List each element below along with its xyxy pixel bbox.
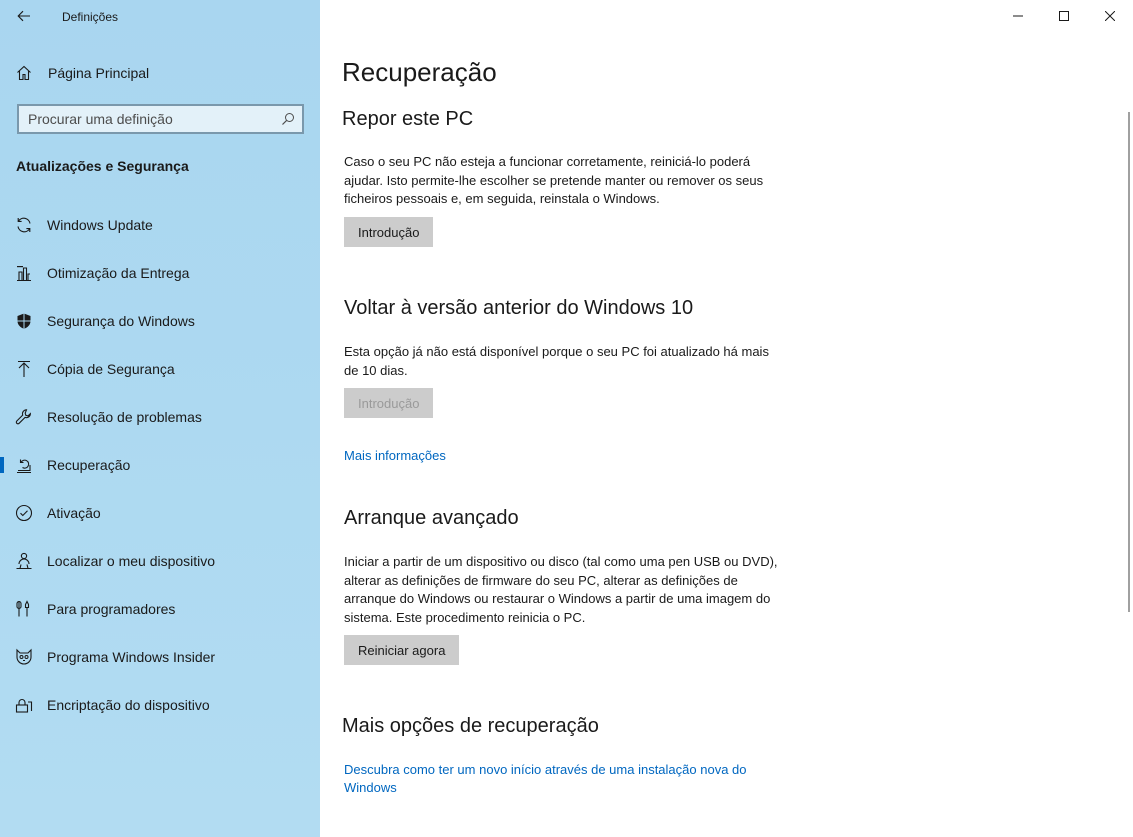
home-icon [15, 64, 33, 82]
insider-cat-icon [15, 648, 33, 666]
search-input[interactable] [19, 106, 269, 132]
sidebar-item-windows-update[interactable] [0, 205, 320, 245]
close-icon [1105, 11, 1115, 21]
sidebar-item-label: Resolução de problemas [47, 409, 202, 425]
go-back-button: Introdução [344, 388, 433, 418]
sidebar-item-windows-security[interactable] [0, 301, 320, 341]
back-button[interactable] [10, 4, 38, 28]
shield-icon [15, 312, 33, 330]
sidebar [0, 0, 320, 837]
reset-pc-button[interactable]: Introdução [344, 217, 433, 247]
sidebar-item-delivery-optimization[interactable] [0, 253, 320, 293]
sidebar-item-label: Otimização da Entrega [47, 265, 190, 281]
sidebar-item-windows-insider[interactable] [0, 637, 320, 677]
sidebar-item-home[interactable] [0, 57, 320, 89]
delivery-optimization-icon [15, 264, 33, 282]
main-content [320, 0, 1133, 837]
sidebar-item-troubleshoot[interactable] [0, 397, 320, 437]
sidebar-item-label: Encriptação do dispositivo [47, 697, 210, 713]
window-controls [995, 0, 1133, 32]
more-recovery-options-heading: Mais opções de recuperação [342, 715, 599, 737]
sidebar-item-label: Windows Update [47, 217, 153, 233]
sidebar-item-label: Para programadores [47, 601, 176, 617]
sidebar-item-backup[interactable] [0, 349, 320, 389]
sidebar-titlebar [0, 0, 320, 32]
close-button[interactable] [1087, 0, 1133, 32]
reset-pc-heading: Repor este PC [342, 108, 474, 130]
encryption-icon [15, 696, 33, 714]
developer-tools-icon [15, 600, 33, 618]
sidebar-item-label: Localizar o meu dispositivo [47, 553, 216, 569]
sync-icon [15, 216, 33, 234]
sidebar-item-label: Ativação [47, 505, 101, 521]
restart-now-button[interactable]: Reiniciar agora [344, 635, 459, 665]
sidebar-item-label: Página Principal [48, 65, 150, 81]
active-indicator [0, 457, 4, 473]
check-circle-icon [15, 504, 33, 522]
sidebar-item-label: Segurança do Windows [47, 313, 195, 329]
sidebar-item-recovery[interactable] [0, 445, 320, 485]
minimize-button[interactable] [995, 0, 1041, 32]
sidebar-item-activation[interactable] [0, 493, 320, 533]
minimize-icon [1013, 11, 1023, 21]
search-icon[interactable] [281, 112, 295, 126]
sidebar-item-developers[interactable] [0, 589, 320, 629]
back-arrow-icon [17, 10, 31, 22]
go-back-description: Esta opção já não está disponível porque o seu PC foi atualizado há mais de 10 dias. [344, 344, 769, 378]
advanced-startup-description: Iniciar a partir de um dispositivo ou disco (tal como uma pen USB ou DVD), alterar as definições de firmware do seu PC, alterar as definições de arranque do Windows ou restaurar o Windows a partir de uma imagem do sistema. Este procedimento reinicia o PC. [344, 554, 778, 625]
backup-arrow-icon [15, 360, 33, 378]
sidebar-item-find-device[interactable] [0, 541, 320, 581]
sidebar-item-label: Cópia de Segurança [47, 361, 175, 377]
wrench-icon [15, 408, 33, 426]
scrollbar[interactable] [1128, 112, 1130, 612]
person-location-icon [15, 552, 33, 570]
more-info-link[interactable]: Mais informações [344, 448, 446, 463]
sidebar-item-device-encryption[interactable] [0, 685, 320, 725]
sidebar-item-label: Programa Windows Insider [47, 649, 216, 665]
advanced-startup-heading: Arranque avançado [344, 507, 519, 529]
maximize-button[interactable] [1041, 0, 1087, 32]
page-title: Recuperação [342, 57, 497, 87]
sidebar-item-label: Recuperação [47, 457, 131, 473]
recovery-icon [15, 456, 33, 474]
section-title: Atualizações e Segurança [16, 158, 189, 174]
fresh-start-link[interactable]: Descubra como ter um novo início através de uma instalação nova do Windows [344, 762, 747, 795]
reset-pc-description: Caso o seu PC não esteja a funcionar corretamente, reiniciá-lo poderá ajudar. Isto permite-lhe escolher se pretende manter ou remover os seus ficheiros pessoais e, em seguida, reinstala o Windows. [344, 154, 764, 206]
search-box[interactable] [17, 104, 304, 134]
maximize-icon [1059, 11, 1069, 21]
go-back-heading: Voltar à versão anterior do Windows 10 [344, 297, 694, 319]
app-title: Definições [62, 10, 119, 24]
